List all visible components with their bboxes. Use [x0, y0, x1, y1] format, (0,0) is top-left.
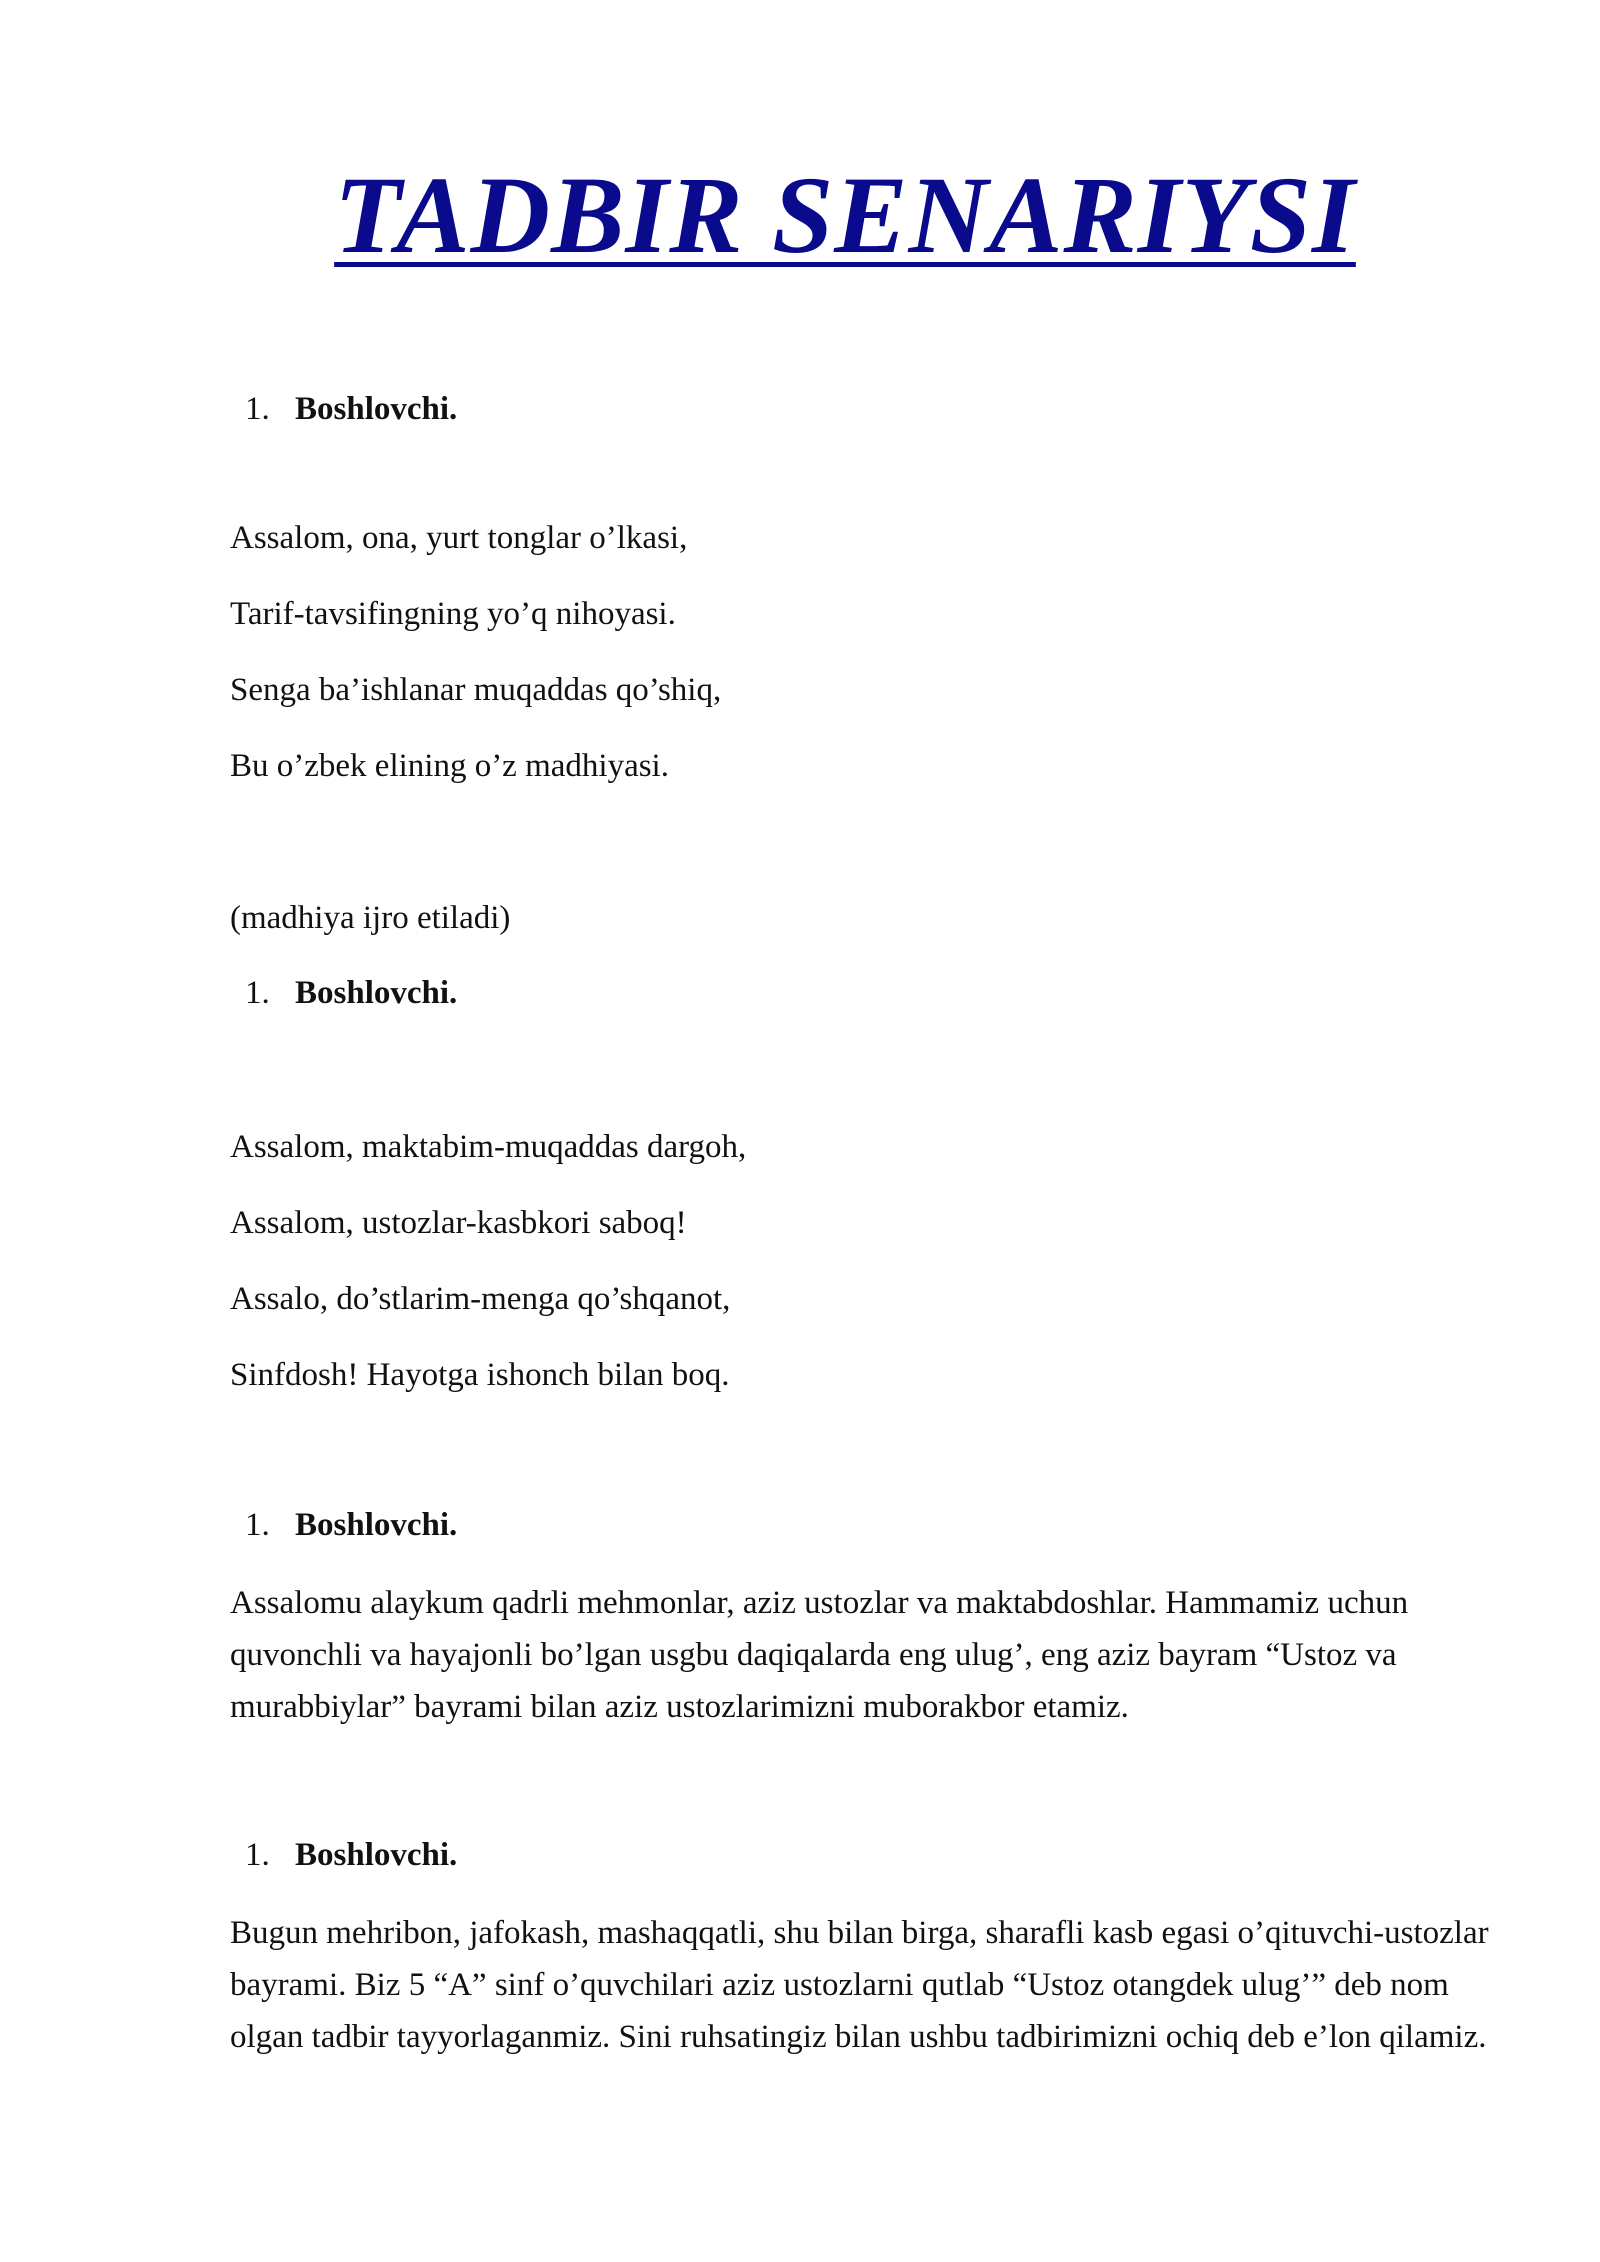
verse2-line-2: Assalom, ustozlar-kasbkori saboq! [230, 1205, 687, 1241]
verse2-line-4: Sinfdosh! Hayotga ishonch bilan boq. [230, 1357, 730, 1393]
verse2-line-1: Assalom, maktabim-muqaddas dargoh, [230, 1129, 747, 1165]
heading-label: Boshlovchi. [295, 1507, 458, 1543]
heading-label: Boshlovchi. [295, 1837, 458, 1873]
heading-number: 1. [245, 391, 270, 427]
verse2-line-3: Assalo, do’stlarim-menga qo’shqanot, [230, 1281, 731, 1317]
stage-note: (madhiya ijro etiladi) [230, 900, 511, 936]
paragraph-1: Assalomu alaykum qadrli mehmonlar, aziz ustozlar va maktabdoshlar. Hammamiz uchun quvonchli va hayajonli bo’lgan usgbu daqiqalarda eng ulug’, eng aziz bayram “Ustoz va murabbiylar” bayrami bilan aziz ustozlarimizni muborakbor etamiz. [230, 1585, 1409, 1725]
title-text: TADBIR SENARIYSI [334, 154, 1356, 276]
heading-number: 1. [245, 975, 270, 1011]
speaker-heading-1 [245, 383, 457, 435]
speaker-heading-3 [245, 1499, 457, 1551]
speaker-heading-4 [245, 1829, 457, 1881]
heading-number: 1. [245, 1837, 270, 1873]
verse1-line-3: Senga ba’ishlanar muqaddas qo’shiq, [230, 672, 722, 708]
heading-label: Boshlovchi. [295, 975, 458, 1011]
heading-number: 1. [245, 1507, 270, 1543]
verse1-line-2: Tarif-tavsifingning yo’q nihoyasi. [230, 596, 676, 632]
verse1-line-4: Bu o’zbek elining o’z madhiyasi. [230, 748, 669, 784]
paragraph-2: Bugun mehribon, jafokash, mashaqqatli, shu bilan birga, sharafli kasb egasi o’qituvchi-ustozlar bayrami. Biz 5 “A” sinf o’quvchilari aziz ustozlarni qutlab “Ustoz otangdek ulug’” deb nom olgan tadbir tayyorlaganmiz. Sini ruhsatingiz bilan ushbu tadbirimizni ochiq deb e’lon qilamiz. [230, 1915, 1489, 2055]
speaker-heading-2 [245, 967, 457, 1019]
heading-label: Boshlovchi. [295, 391, 458, 427]
verse1-line-1: Assalom, ona, yurt tonglar o’lkasi, [230, 520, 688, 556]
document-title [0, 152, 1600, 279]
